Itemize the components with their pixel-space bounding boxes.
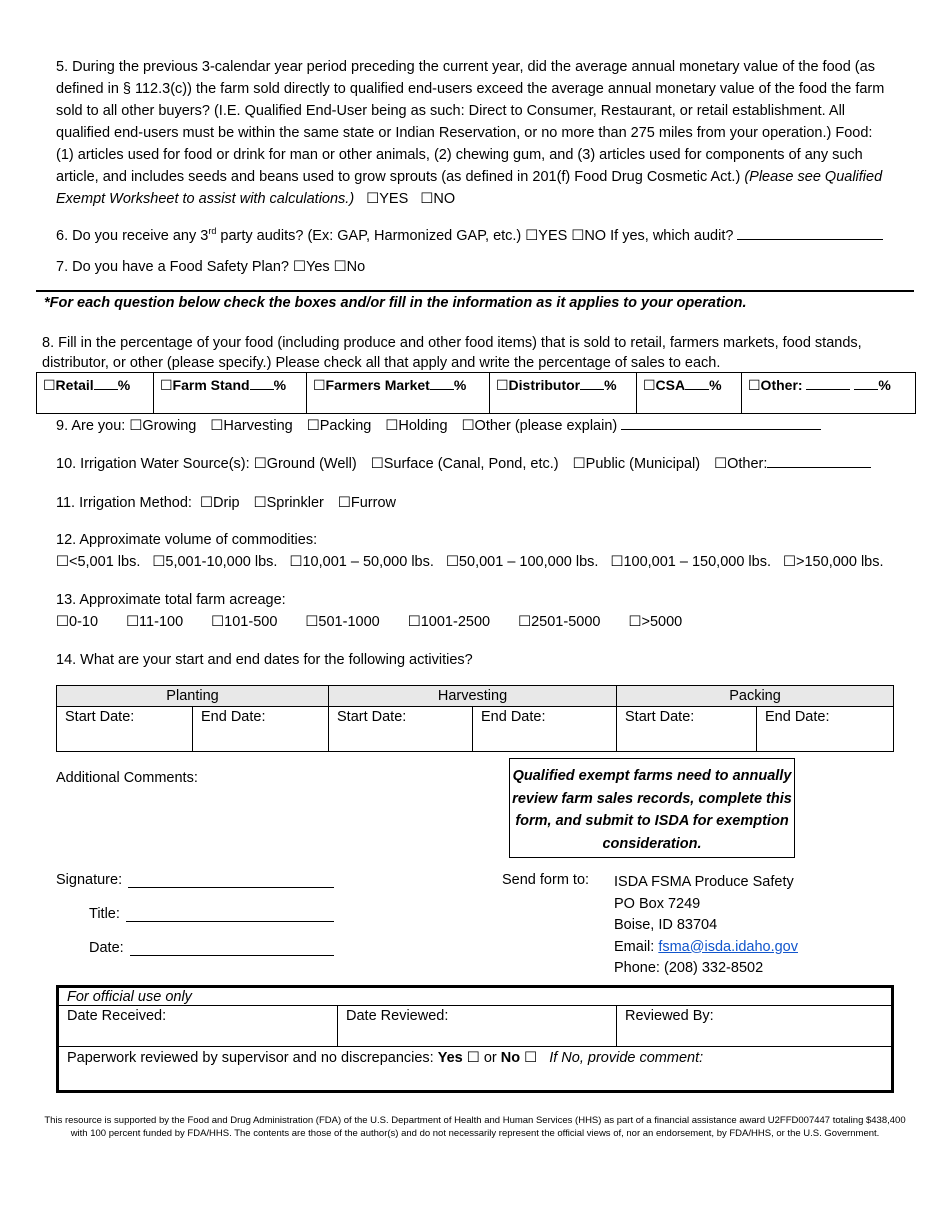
question-5 <box>56 56 894 210</box>
percent-sign: % <box>453 377 467 393</box>
no-checkbox[interactable]: ☐ <box>524 1050 538 1066</box>
funding-disclaimer: This resource is supported by the Food and Drug Administration (FDA) of the U.S. Department of Health and Human Services (HHS) as part of a financial assistance award U2FFD007447 totaling $438,400 with 100 percent funded by FDA/HHS. The contents are those of the author(s) and do not necessarily represent the official views of, nor an endorsement, by FDA/HHS, or the U.S. Government. <box>44 1115 906 1139</box>
other-cell[interactable] <box>742 373 916 414</box>
csa-fill[interactable] <box>685 377 709 390</box>
farmers-market-cell[interactable] <box>307 373 490 414</box>
date-field[interactable] <box>130 954 334 956</box>
retail-label: ☐Retail <box>43 377 94 393</box>
question-11-label: 11. Irrigation Method: <box>56 495 192 511</box>
farmers-market-fill[interactable] <box>430 377 454 390</box>
csa-cell[interactable] <box>637 373 742 414</box>
official-use-title: For official use only <box>59 988 891 1006</box>
title-label: Title: <box>89 906 120 922</box>
harvesting-header: Harvesting <box>329 686 617 707</box>
surface-checkbox[interactable]: ☐Surface (Canal, Pond, etc.) <box>370 456 559 472</box>
paperwork-text: Paperwork reviewed by supervisor and no discrepancies: <box>67 1050 434 1066</box>
water-other-field[interactable] <box>767 453 871 468</box>
signature-field[interactable] <box>128 886 334 888</box>
volume-over-150000-checkbox[interactable]: ☐>150,000 lbs. <box>783 554 884 570</box>
drip-checkbox[interactable]: ☐Drip <box>200 495 240 511</box>
instruction-text: *For each question below check the boxes and/or fill in the information as it applies to your operation. <box>44 295 747 311</box>
question-12-label: 12. Approximate volume of commodities: <box>56 532 318 548</box>
acreage-over-5000-checkbox[interactable]: ☐>5000 <box>628 614 683 630</box>
harvesting-start-date[interactable] <box>329 707 473 752</box>
section-divider <box>36 290 914 292</box>
acreage-101-500-checkbox[interactable]: ☐101-500 <box>211 614 278 630</box>
date-received-cell[interactable] <box>59 1006 338 1047</box>
comment-instruction: If No, provide comment: <box>549 1050 704 1066</box>
question-7 <box>56 256 894 278</box>
volume-5001-10000-checkbox[interactable]: ☐5,001-10,000 lbs. <box>152 554 278 570</box>
distributor-cell[interactable] <box>490 373 637 414</box>
packing-header: Packing <box>617 686 894 707</box>
retail-cell[interactable] <box>37 373 154 414</box>
packing-start-date[interactable] <box>617 707 757 752</box>
q5-yes-checkbox[interactable]: ☐YES <box>366 191 409 207</box>
percent-sign: % <box>709 377 722 393</box>
supervisor-review-row <box>59 1047 891 1069</box>
volume-100001-150000-checkbox[interactable]: ☐100,001 – 150,000 lbs. <box>610 554 771 570</box>
additional-comments-label: Additional Comments: <box>56 770 198 786</box>
acreage-0-10-checkbox[interactable]: ☐0-10 <box>56 614 99 630</box>
other-specify-fill[interactable] <box>806 377 850 390</box>
question-6-superscript: rd <box>208 226 217 236</box>
or-text: or <box>483 1050 497 1066</box>
question-11 <box>56 492 894 514</box>
activity-dates-table <box>56 685 894 752</box>
percent-sign: % <box>273 377 287 393</box>
official-use-box <box>56 985 894 1093</box>
farm-stand-fill[interactable] <box>250 377 274 390</box>
mailing-address <box>614 872 798 980</box>
question-6-text-rest: party audits? (Ex: GAP, Harmonized GAP, etc.) ☐YES ☐NO If yes, which audit? <box>216 227 734 244</box>
date-reviewed-label: Date Reviewed: <box>346 1008 449 1024</box>
ground-well-checkbox[interactable]: ☐Ground (Well) <box>253 456 357 472</box>
title-field[interactable] <box>126 920 334 922</box>
other-explain-checkbox[interactable]: ☐Other (please explain) <box>461 418 618 434</box>
end-date-label: End Date: <box>481 709 546 725</box>
question-5-note: (Please see Qualified Exempt Worksheet to assist with calculations.) <box>56 169 883 207</box>
question-13-label: 13. Approximate total farm acreage: <box>56 592 286 608</box>
start-date-label: Start Date: <box>337 709 407 725</box>
packing-end-date[interactable] <box>757 707 894 752</box>
planting-start-date[interactable] <box>57 707 193 752</box>
farm-stand-cell[interactable] <box>154 373 307 414</box>
end-date-label: End Date: <box>765 709 830 725</box>
water-other-checkbox[interactable]: ☐Other: <box>714 456 768 472</box>
planting-header: Planting <box>57 686 329 707</box>
distributor-label: ☐Distributor <box>496 377 581 393</box>
exemption-notice-text: Qualified exempt farms need to annually review farm sales records, complete this form, and submit to ISDA for exemption consideration. <box>512 768 792 852</box>
other-explain-field[interactable] <box>621 415 821 430</box>
reviewed-by-label: Reviewed By: <box>625 1008 714 1024</box>
retail-fill[interactable] <box>94 377 118 390</box>
growing-checkbox[interactable]: ☐Growing <box>129 418 197 434</box>
distributor-fill[interactable] <box>580 377 604 390</box>
date-reviewed-cell[interactable] <box>338 1006 617 1047</box>
start-date-label: Start Date: <box>625 709 695 725</box>
percent-sign: % <box>117 377 131 393</box>
email-link[interactable]: fsma@isda.idaho.gov <box>658 938 798 955</box>
furrow-checkbox[interactable]: ☐Furrow <box>337 495 397 511</box>
end-date-label: End Date: <box>201 709 266 725</box>
acreage-11-100-checkbox[interactable]: ☐11-100 <box>126 614 184 630</box>
date-received-label: Date Received: <box>67 1008 167 1024</box>
packing-checkbox[interactable]: ☐Packing <box>306 418 372 434</box>
reviewed-by-cell[interactable] <box>617 1006 892 1047</box>
percent-sign: % <box>878 377 891 393</box>
exemption-notice-box <box>509 758 795 858</box>
q5-no-checkbox[interactable]: ☐NO <box>420 191 456 207</box>
question-8-text: 8. Fill in the percentage of your food (including produce and other food items) that is sold to retail, farmers markets, food stands, distributor, or other (please specify.) Please check all that apply and write the percentage of sales to each. <box>42 335 862 371</box>
sprinkler-checkbox[interactable]: ☐Sprinkler <box>253 495 324 511</box>
address-box: PO Box 7249 <box>614 895 701 912</box>
farmers-market-label: ☐Farmers Market <box>313 377 430 393</box>
harvesting-checkbox[interactable]: ☐Harvesting <box>210 418 293 434</box>
question-6-text: 6. Do you receive any 3 <box>56 227 209 244</box>
official-use-table <box>59 988 891 1068</box>
volume-under-5001-checkbox[interactable]: ☐<5,001 lbs. <box>56 554 141 570</box>
question-6 <box>56 220 910 247</box>
acreage-501-1000-checkbox[interactable]: ☐501-1000 <box>305 614 380 630</box>
audit-name-field[interactable] <box>737 225 883 240</box>
other-label: ☐Other: <box>748 377 803 393</box>
acreage-2501-5000-checkbox[interactable]: ☐2501-5000 <box>518 614 601 630</box>
csa-label: ☐CSA <box>643 377 686 393</box>
holding-checkbox[interactable]: ☐Holding <box>385 418 448 434</box>
public-municipal-checkbox[interactable]: ☐Public (Municipal) <box>572 456 701 472</box>
question-7-text: 7. Do you have a Food Safety Plan? ☐Yes ☐No <box>56 259 366 275</box>
question-14-label: 14. What are your start and end dates for the following activities? <box>56 652 473 668</box>
other-fill[interactable] <box>854 377 878 390</box>
question-13 <box>56 589 894 633</box>
address-org: ISDA FSMA Produce Safety <box>614 874 794 890</box>
question-9-label: 9. Are you: <box>56 418 126 434</box>
question-5-text: 5. During the previous 3-calendar year period preceding the current year, did the average annual monetary value of the food (as defined in § 112.3(c)) the farm sold directly to qualified end-users exceed the average annual monetary value of the food the farm sold to all other buyers? (I.E. Qualified End-User being as such: Direct to Consumer, Restaurant, or retail establishment. All qualified end-users must be within the same state or Indian Reservation, or no more than 275 miles from your operation.) Food: (1) articles used for food or drink for man or other animals, (2) chewing gum, and (3) articles used for components of any such article, and includes seeds and beans used to grow sprouts (as defined in 201(f) Food Drug Cosmetic Act.) <box>56 59 885 185</box>
send-form-label: Send form to: <box>502 872 590 888</box>
question-10 <box>56 453 894 475</box>
percent-sign: % <box>604 377 617 393</box>
yes-checkbox[interactable]: ☐ <box>466 1050 480 1066</box>
question-12 <box>56 529 894 573</box>
address-city: Boise, ID 83704 <box>614 917 718 933</box>
sales-percentage-table <box>36 372 916 414</box>
acreage-1001-2500-checkbox[interactable]: ☐1001-2500 <box>407 614 491 630</box>
volume-10001-50000-checkbox[interactable]: ☐10,001 – 50,000 lbs. <box>289 554 434 570</box>
signature-label: Signature: <box>56 872 123 888</box>
email-label: Email: <box>614 938 659 955</box>
planting-end-date[interactable] <box>193 707 329 752</box>
farm-stand-label: ☐Farm Stand <box>160 377 250 393</box>
date-label: Date: <box>89 940 124 956</box>
question-9 <box>56 415 894 437</box>
yes-label: Yes <box>437 1050 463 1066</box>
no-label: No <box>500 1050 521 1066</box>
harvesting-end-date[interactable] <box>473 707 617 752</box>
start-date-label: Start Date: <box>65 709 135 725</box>
volume-50001-100000-checkbox[interactable]: ☐50,001 – 100,000 lbs. <box>445 554 599 570</box>
phone-number: Phone: (208) 332-8502 <box>614 960 764 976</box>
question-10-label: 10. Irrigation Water Source(s): <box>56 456 250 472</box>
